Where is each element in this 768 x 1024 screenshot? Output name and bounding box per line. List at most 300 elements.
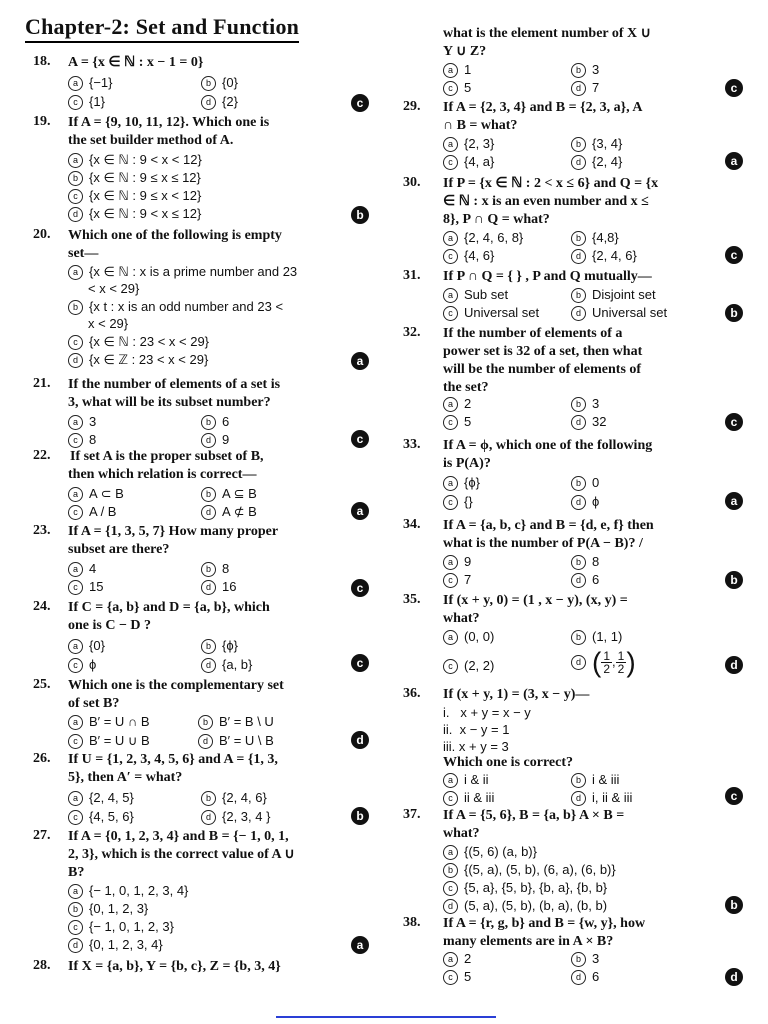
option-marker: d <box>201 580 216 595</box>
option-a <box>68 560 96 578</box>
option-text: {x ∈ ℕ : 9 ≤ x < 12} <box>89 188 202 203</box>
option-marker: a <box>443 288 458 303</box>
option-text: B′ = U ∩ B <box>89 714 150 729</box>
option-text: {(5, 6) (a, b)} <box>464 844 537 859</box>
answer-badge: b <box>351 206 369 224</box>
option-c <box>443 968 471 986</box>
question-30 <box>403 175 768 267</box>
option-marker: c <box>443 970 458 985</box>
question-text-line2: is P(A)? <box>443 456 491 471</box>
question-36 <box>403 686 768 808</box>
question-text-line1: If A = {r, g, b} and B = {w, y}, how <box>443 916 646 931</box>
option-text: {2, 4, 5} <box>89 790 134 805</box>
question-number: 31. <box>403 268 421 283</box>
option-c <box>68 503 116 521</box>
option-d <box>201 93 238 111</box>
option-a <box>443 395 471 413</box>
option-a-cont: < x < 29} <box>88 281 140 296</box>
option-marker: b <box>571 476 586 491</box>
option-marker: b <box>571 397 586 412</box>
option-marker: d <box>571 81 586 96</box>
option-a <box>68 789 134 807</box>
question-text-line1: If P ∩ Q = { } , P and Q mutually— <box>443 269 652 284</box>
option-marker: d <box>571 791 586 806</box>
option-text: {2, 4, 6} <box>222 790 267 805</box>
option-marker: b <box>68 300 83 315</box>
option-text: 3 <box>89 414 97 429</box>
option-text: i, ii & iii <box>592 790 633 805</box>
option-c <box>443 413 471 431</box>
option-text: {3, 4} <box>592 136 623 151</box>
option-marker: c <box>443 306 458 321</box>
question-text-line2: then which relation is correct— <box>68 467 257 482</box>
question-22 <box>33 448 373 522</box>
answer-badge: a <box>725 152 743 170</box>
option-text: (0, 0) <box>464 629 495 644</box>
question-text-line2: of set B? <box>68 696 120 711</box>
option-text: {ϕ} <box>464 475 480 490</box>
option-text: B′ = U ∪ B <box>89 733 150 748</box>
option-c <box>443 79 471 97</box>
option-b <box>571 61 599 79</box>
option-c <box>443 571 471 589</box>
option-marker: c <box>68 95 83 110</box>
option-marker: d <box>68 353 83 368</box>
option-marker: c <box>68 505 83 520</box>
option-c <box>68 578 103 596</box>
option-b <box>201 413 229 431</box>
option-marker: d <box>201 810 216 825</box>
option-d <box>571 968 599 986</box>
option-marker: c <box>68 580 83 595</box>
option-text: {2, 4} <box>592 154 623 169</box>
option-text: A ⊆ B <box>222 486 257 501</box>
question-38 <box>403 915 768 989</box>
option-marker: a <box>443 137 458 152</box>
option-text: {x ∈ ℕ : x is a prime number and 23 <box>89 264 298 279</box>
option-text: 8 <box>592 554 600 569</box>
option-text: 4 <box>89 561 97 576</box>
question-number: 35. <box>403 592 421 607</box>
option-b <box>443 861 616 879</box>
option-text: ϕ <box>592 494 600 509</box>
option-marker: c <box>443 415 458 430</box>
question-number: 29. <box>403 99 421 114</box>
option-b <box>571 771 619 789</box>
answer-badge: a <box>351 936 369 954</box>
question-number: 24. <box>33 599 51 614</box>
question-27 <box>33 828 373 956</box>
option-marker: d <box>201 505 216 520</box>
option-b <box>198 713 274 731</box>
option-d <box>201 578 236 596</box>
question-text-line2: subset are there? <box>68 542 170 557</box>
question-text-line2: what is the number of P(A − B)? / <box>443 536 643 551</box>
option-marker: b <box>571 63 586 78</box>
option-text: i & ii <box>464 772 489 787</box>
option-marker: a <box>443 555 458 570</box>
chapter-title: Chapter-2: Set and Function <box>25 14 299 43</box>
answer-badge: c <box>351 94 369 112</box>
option-text: {4,8} <box>592 230 619 245</box>
option-text: {ϕ} <box>222 638 238 653</box>
option-c <box>68 808 134 826</box>
option-b <box>201 637 238 655</box>
answer-badge: c <box>725 413 743 431</box>
option-c <box>68 656 96 674</box>
option-d <box>571 493 599 511</box>
option-c <box>68 918 174 936</box>
question-text-line2: one is C − D ? <box>68 618 152 633</box>
option-text: {0} <box>222 75 238 90</box>
option-marker: a <box>68 884 83 899</box>
option-c <box>68 431 96 449</box>
question-34 <box>403 517 768 591</box>
option-marker: a <box>443 231 458 246</box>
question-text-line1: If X = {a, b}, Y = {b, c}, Z = {b, 3, 4} <box>68 959 281 974</box>
option-marker: b <box>201 562 216 577</box>
option-a <box>68 713 150 731</box>
answer-badge: b <box>351 807 369 825</box>
answer-badge: b <box>725 571 743 589</box>
question-text-line2: what? <box>443 611 480 626</box>
option-c <box>443 153 494 171</box>
option-text: 3 <box>592 951 600 966</box>
option-a <box>443 553 471 571</box>
answer-badge: d <box>351 731 369 749</box>
option-marker: b <box>201 487 216 502</box>
option-marker: a <box>443 630 458 645</box>
option-d <box>68 205 201 223</box>
option-b-cont: x < 29} <box>88 316 129 331</box>
option-text: {4, 5, 6} <box>89 809 134 824</box>
option-b <box>571 229 619 247</box>
question-text-line2: 3, what will be its subset number? <box>68 395 271 410</box>
option-text: {x ∈ ℕ : 9 ≤ x ≤ 12} <box>89 170 201 185</box>
option-a <box>443 474 480 492</box>
statement-i: i. x + y = x − y <box>443 705 531 720</box>
option-d <box>571 79 599 97</box>
option-text: {0, 1, 2, 3, 4} <box>89 937 163 952</box>
question-text-line3: Y ∪ Z? <box>443 44 487 59</box>
question-text-line3: B? <box>68 865 85 880</box>
option-d <box>571 153 622 171</box>
denominator: 2 <box>603 662 611 677</box>
numerator: 1 <box>603 649 611 664</box>
question-text-line1: If the number of elements of a <box>443 326 623 341</box>
question-number: 25. <box>33 677 51 692</box>
option-marker: b <box>68 171 83 186</box>
option-marker: a <box>443 773 458 788</box>
option-marker: b <box>201 639 216 654</box>
question-number: 27. <box>33 828 51 843</box>
option-text: A ⊄ B <box>222 504 257 519</box>
denominator: 2 <box>617 662 625 677</box>
footer-link-underline[interactable] <box>276 1016 496 1018</box>
option-text: 9 <box>464 554 472 569</box>
question-number: 23. <box>33 523 51 538</box>
option-b <box>68 298 283 316</box>
option-a <box>443 61 471 79</box>
option-text: 3 <box>592 62 600 77</box>
option-text: {(5, a), (5, b), (6, a), (6, b)} <box>464 862 616 877</box>
answer-badge: c <box>351 430 369 448</box>
question-number: 33. <box>403 437 421 452</box>
option-marker: a <box>443 845 458 860</box>
question-text-line1: If the number of elements of a set is <box>68 377 281 392</box>
option-b <box>571 950 599 968</box>
option-text: Sub set <box>464 287 509 302</box>
question-number: 20. <box>33 227 51 242</box>
option-c <box>443 789 494 807</box>
answer-badge: d <box>725 656 743 674</box>
answer-badge: d <box>725 968 743 986</box>
option-marker: a <box>443 476 458 491</box>
option-marker: d <box>201 433 216 448</box>
option-a <box>443 950 471 968</box>
question-text-line1: If A = {9, 10, 11, 12}. Which one is <box>68 115 270 130</box>
option-text: 8 <box>89 432 97 447</box>
option-marker: c <box>443 791 458 806</box>
option-marker: a <box>443 397 458 412</box>
question-number: 19. <box>33 114 51 129</box>
option-text: ϕ <box>89 657 97 672</box>
option-marker: d <box>201 95 216 110</box>
option-marker: c <box>68 734 83 749</box>
option-c <box>443 657 494 675</box>
option-d <box>571 789 632 807</box>
answer-badge: c <box>725 79 743 97</box>
option-text: 5 <box>464 414 472 429</box>
option-d <box>443 897 607 915</box>
option-b <box>201 485 257 503</box>
option-d <box>68 936 163 954</box>
answer-badge: b <box>725 896 743 914</box>
option-marker: c <box>68 810 83 825</box>
option-b <box>201 789 267 807</box>
option-text: 2 <box>464 951 472 966</box>
option-marker: c <box>443 249 458 264</box>
option-text: 8 <box>222 561 230 576</box>
question-text-line2: many elements are in A × B? <box>443 934 614 949</box>
option-text: 2 <box>464 396 472 411</box>
option-a <box>443 843 537 861</box>
option-d <box>571 647 636 677</box>
question-text-line3: will be the number of elements of <box>443 362 642 377</box>
numerator: 1 <box>617 649 625 664</box>
question-text-line1: If C = {a, b} and D = {a, b}, which <box>68 600 270 615</box>
question-29 <box>403 99 768 173</box>
option-marker: b <box>68 902 83 917</box>
option-b <box>571 286 656 304</box>
option-text: {4, 6} <box>464 248 495 263</box>
question-text-line1: If A = {2, 3, 4} and B = {2, 3, a}, A <box>443 100 643 115</box>
option-marker: c <box>443 495 458 510</box>
option-d <box>571 413 606 431</box>
option-d <box>201 431 229 449</box>
question-text-line2: 2, 3}, which is the correct value of A ∪ <box>68 847 295 862</box>
option-a <box>68 74 113 92</box>
option-text: 7 <box>592 80 600 95</box>
question-37 <box>403 807 768 917</box>
option-marker: a <box>68 76 83 91</box>
option-text: {0, 1, 2, 3} <box>89 901 149 916</box>
option-text: 9 <box>222 432 230 447</box>
answer-badge: c <box>725 787 743 805</box>
option-a <box>443 628 494 646</box>
option-marker: d <box>68 938 83 953</box>
question-28-continued <box>443 25 768 97</box>
option-b <box>201 74 238 92</box>
option-marker: d <box>571 155 586 170</box>
option-b <box>68 169 201 187</box>
option-text: Universal set <box>464 305 540 320</box>
option-marker: d <box>571 249 586 264</box>
option-c <box>68 187 201 205</box>
option-marker: b <box>443 863 458 878</box>
option-marker: a <box>68 715 83 730</box>
question-text-line1: Which one is the complementary set <box>68 678 284 693</box>
question-18 <box>33 54 373 114</box>
option-marker: c <box>68 189 83 204</box>
option-marker: a <box>68 415 83 430</box>
option-text: {2, 3, 4 } <box>222 809 271 824</box>
question-number: 21. <box>33 376 51 391</box>
question-text-line2: what is the element number of X ∪ <box>443 26 651 41</box>
option-marker: b <box>571 630 586 645</box>
option-text: 6 <box>592 572 600 587</box>
option-d <box>201 503 257 521</box>
option-marker: a <box>68 791 83 806</box>
option-c <box>68 732 150 750</box>
question-text-line2: ∩ B = what? <box>443 118 518 133</box>
question-19 <box>33 114 373 226</box>
fraction-half <box>616 650 627 675</box>
question-text-line1: If (x + y, 1) = (3, x − y)— <box>443 687 590 702</box>
question-number: 32. <box>403 325 421 340</box>
answer-badge: c <box>351 579 369 597</box>
question-text-line2: what? <box>443 826 480 841</box>
question-text-line1: If U = {1, 2, 3, 4, 5, 6} and A = {1, 3, <box>68 752 278 767</box>
option-text: {x ∈ ℕ : 9 < x < 12} <box>89 152 202 167</box>
option-text: 7 <box>464 572 472 587</box>
option-text: 6 <box>592 969 600 984</box>
answer-badge: a <box>351 502 369 520</box>
option-marker: d <box>571 306 586 321</box>
question-number: 38. <box>403 915 421 930</box>
option-text: 5 <box>464 969 472 984</box>
option-marker: d <box>68 207 83 222</box>
option-marker: b <box>571 555 586 570</box>
option-marker: b <box>201 76 216 91</box>
option-marker: d <box>198 734 213 749</box>
option-marker: c <box>68 658 83 673</box>
option-text: {− 1, 0, 1, 2, 3, 4} <box>89 883 189 898</box>
option-marker: c <box>443 659 458 674</box>
question-text-line2: power set is 32 of a set, then what <box>443 344 643 359</box>
option-text: {− 1, 0, 1, 2, 3} <box>89 919 174 934</box>
question-text-line1: If A = {0, 1, 2, 3, 4} and B = {− 1, 0, 1, <box>68 829 289 844</box>
option-marker: d <box>571 970 586 985</box>
option-text: {0} <box>89 638 105 653</box>
option-d <box>571 571 599 589</box>
option-text: ii & iii <box>464 790 495 805</box>
question-text-line2: set— <box>68 246 99 261</box>
option-text: {5, a}, {5, b}, {b, a}, {b, b} <box>464 880 608 895</box>
answer-badge: a <box>725 492 743 510</box>
question-text-line1: If A = {5, 6}, B = {a, b} A × B = <box>443 808 625 823</box>
option-c <box>443 879 607 897</box>
option-marker: b <box>201 415 216 430</box>
option-d <box>201 656 252 674</box>
option-text: 0 <box>592 475 600 490</box>
answer-badge: b <box>725 304 743 322</box>
statement-ii: ii. x − y = 1 <box>443 722 510 737</box>
question-text-line2: 5}, then A′ = what? <box>68 770 183 785</box>
option-text: {x ∈ ℤ : 23 < x < 29} <box>89 352 209 367</box>
option-a <box>443 229 523 247</box>
option-text: {a, b} <box>222 657 253 672</box>
question-number: 36. <box>403 686 421 701</box>
option-text: A / B <box>89 504 117 519</box>
question-text-line1: If A = ϕ, which one of the following <box>443 438 653 453</box>
option-text: {2, 3} <box>464 136 495 151</box>
statement-iii: iii. x + y = 3 <box>443 739 509 754</box>
question-28-start <box>33 958 378 978</box>
option-b <box>571 553 599 571</box>
answer-badge: a <box>351 352 369 370</box>
option-text: (1, 1) <box>592 629 623 644</box>
option-marker: d <box>571 655 586 670</box>
option-d <box>571 304 667 322</box>
question-number: 22. <box>33 448 51 463</box>
option-marker: d <box>571 573 586 588</box>
question-number: 37. <box>403 807 421 822</box>
option-marker: d <box>201 658 216 673</box>
question-35 <box>403 592 768 684</box>
option-marker: b <box>198 715 213 730</box>
option-d <box>201 808 270 826</box>
option-text: i & iii <box>592 772 620 787</box>
option-marker: c <box>68 433 83 448</box>
option-marker: b <box>571 288 586 303</box>
question-33 <box>403 437 768 513</box>
question-31 <box>403 268 768 324</box>
question-number: 30. <box>403 175 421 190</box>
option-a <box>443 771 489 789</box>
option-text: (5, a), (5, b), (b, a), (b, b) <box>464 898 608 913</box>
option-b <box>571 474 599 492</box>
option-marker: c <box>443 81 458 96</box>
option-c <box>443 247 494 265</box>
option-d <box>571 247 637 265</box>
option-marker: c <box>443 573 458 588</box>
option-text: {x ∈ ℕ : 9 < x ≤ 12} <box>89 206 202 221</box>
option-marker: a <box>68 487 83 502</box>
comma: , <box>612 654 616 669</box>
question-text-line2: ∈ ℕ : x is an even number and x ≤ <box>443 194 649 209</box>
question-number: 34. <box>403 517 421 532</box>
option-text: {2, 4, 6, 8} <box>464 230 524 245</box>
option-marker: a <box>68 265 83 280</box>
option-marker: a <box>443 63 458 78</box>
question-text-line1: If A = {1, 3, 5, 7} How many proper <box>68 524 279 539</box>
option-a <box>68 637 105 655</box>
question-number: 18. <box>33 54 51 69</box>
option-b <box>571 628 622 646</box>
question-number: 26. <box>33 751 51 766</box>
option-text: A ⊂ B <box>89 486 124 501</box>
